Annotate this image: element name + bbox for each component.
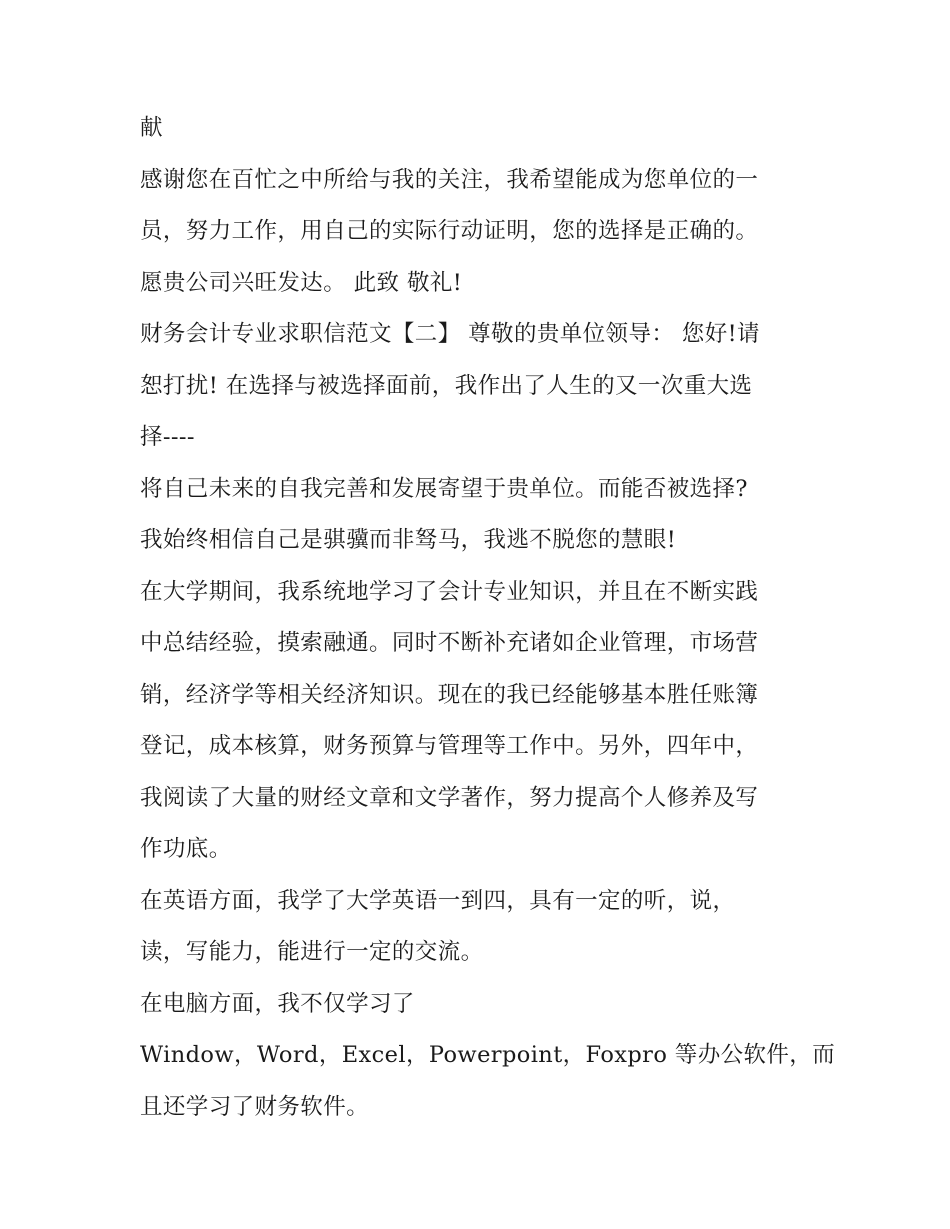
text-line: 将自己未来的自我完善和发展寄望于贵单位。而能否被选择? xyxy=(140,475,748,502)
text-line: 员，努力工作，用自己的实际行动证明，您的选择是正确的。 xyxy=(140,218,759,244)
text-line: 财务会计专业求职信范文【二】 尊敬的贵单位领导： 您好!请 xyxy=(140,321,760,347)
text-line: 在英语方面，我学了大学英语一到四，具有一定的听，说， xyxy=(140,887,736,914)
text-line: 中总结经验，摸索融通。同时不断补充诸如企业管理，市场营 xyxy=(140,630,759,656)
text-line: 销，经济学等相关经济知识。现在的我已经能够基本胜任账簿 xyxy=(140,681,759,708)
text-line: 我阅读了大量的财经文章和文学著作，努力提高个人修养及写 xyxy=(140,784,759,811)
text-line: Window，Word，Excel，Powerpoint，Foxpro 等办公软件，而 xyxy=(140,1042,836,1068)
text-line: 在电脑方面，我不仅学习了 xyxy=(140,990,415,1017)
text-line: 献 xyxy=(140,115,163,141)
text-line: 且还学习了财务软件。 xyxy=(140,1093,370,1120)
text-line: 恕打扰! 在选择与被选择面前，我作出了人生的又一次重大选 xyxy=(140,372,753,399)
text-line: 在大学期间，我系统地学习了会计专业知识，并且在不断实践 xyxy=(140,578,759,605)
text-line: 登记，成本核算，财务预算与管理等工作中。另外，四年中， xyxy=(140,733,759,759)
document-body xyxy=(140,103,836,1133)
text-line: 感谢您在百忙之中所给与我的关注，我希望能成为您单位的一 xyxy=(140,166,759,193)
text-line: 我始终相信自己是骐骥而非驽马，我逃不脱您的慧眼! xyxy=(140,527,677,553)
text-line: 择---- xyxy=(140,424,195,450)
text-line: 作功底。 xyxy=(140,836,232,862)
text-line: 读，写能力，能进行一定的交流。 xyxy=(140,939,484,965)
text-line: 愿贵公司兴旺发达。 此致 敬礼! xyxy=(140,269,463,296)
